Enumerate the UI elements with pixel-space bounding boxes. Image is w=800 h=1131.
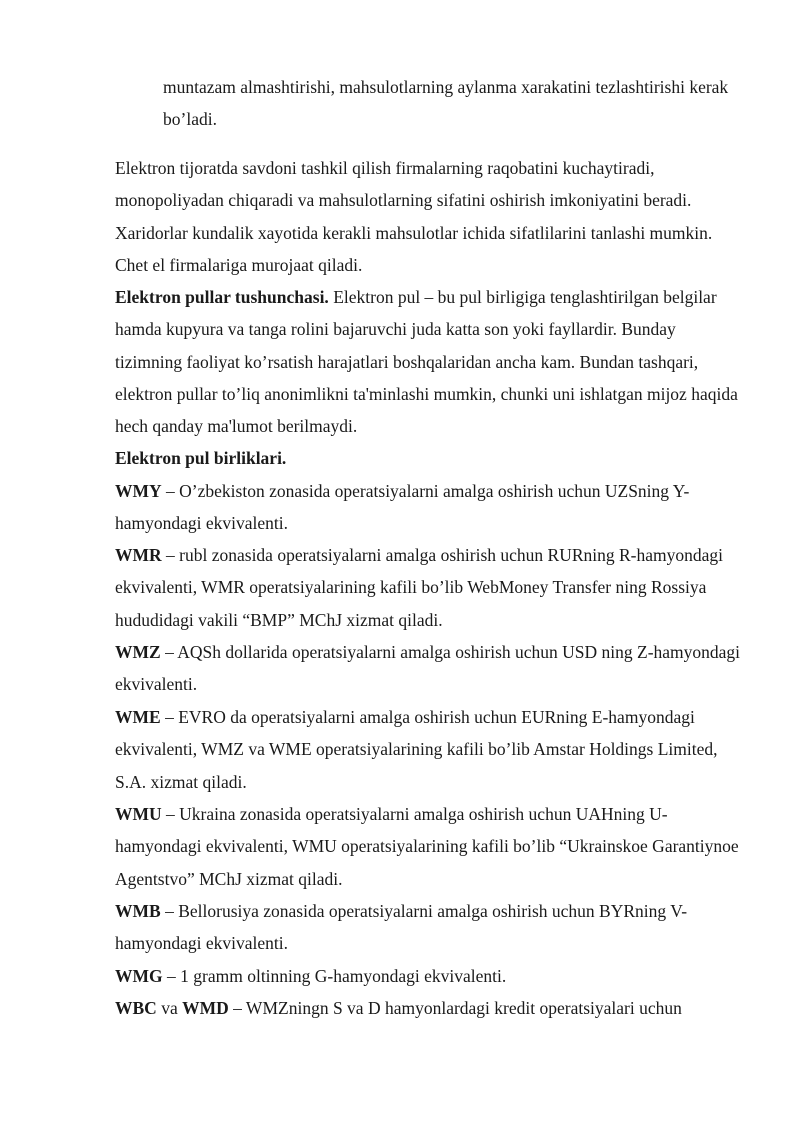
unit-code: WBC: [115, 998, 157, 1018]
unit-description: – EVRO da operatsiyalarni amalga oshirish uchun EURning E-hamyondagi ekvivalenti, WMZ va WME operatsiyalarining kafili bo’lib Amstar Holdings Limited, S.A. xizmat qiladi.: [115, 707, 718, 792]
unit-entry-wmb: [115, 895, 745, 960]
unit-code: WMU: [115, 804, 162, 824]
unit-description: – O’zbekiston zonasida operatsiyalarni amalga oshirish uchun UZSning Y-hamyondagi ekvivalenti.: [115, 481, 690, 534]
units-heading-text: Elektron pul birliklari.: [115, 448, 287, 468]
unit-code: WMZ: [115, 642, 161, 662]
unit-entry-wmz: [115, 636, 745, 701]
unit-code: WMB: [115, 901, 161, 921]
unit-code: WMR: [115, 545, 162, 565]
concept-heading: Elektron pullar tushunchasi.: [115, 287, 329, 307]
unit-code: WMD: [182, 998, 229, 1018]
unit-entry-wmu: [115, 798, 745, 895]
unit-description: – 1 gramm oltinning G-hamyondagi ekvivalenti.: [162, 966, 507, 986]
units-heading: [115, 442, 745, 474]
unit-description: – Bellorusiya zonasida operatsiyalarni amalga oshirish uchun BYRning V-hamyondagi ekvivalenti.: [115, 901, 688, 954]
unit-description: – WMZningn S va D hamyonlardagi kredit operatsiyalari uchun: [228, 998, 682, 1018]
concept-paragraph: [115, 281, 745, 442]
unit-entry-wbc-wmd: [115, 992, 745, 1024]
unit-entry-wmg: [115, 960, 745, 992]
unit-entry-wmr: [115, 539, 745, 636]
continuation-paragraph: muntazam almashtirishi, mahsulotlarning aylanma xarakatini tezlashtirishi kerak bo’ladi.: [163, 77, 729, 130]
concept-text: Elektron pul – bu pul birligiga tenglashtirilgan belgilar hamda kupyura va tanga rolini bajaruvchi juda katta son yoki fayllardir. Bunday tizimning faoliyat ko’rsatish harajatlari boshqalaridan ancha kam. Bundan tashqari, elektron pullar to’liq anonimlikni ta'minlashi mumkin, chunki uni ishlatgan mijoz haqida hech qanday ma'lumot berilmaydi.: [115, 287, 738, 437]
unit-description: – Ukraina zonasida operatsiyalarni amalga oshirish uchun UAHning U-hamyondagi ekvivalenti, WMU operatsiyalarining kafili bo’lib “Ukrainskoe Garantiynoe Agentstvo” MChJ xizmat qiladi.: [115, 804, 739, 889]
unit-code: WMG: [115, 966, 163, 986]
unit-code: WMY: [115, 481, 162, 501]
unit-description: – AQSh dollarida operatsiyalarni amalga oshirish uchun USD ning Z-hamyondagi ekvivalenti.: [115, 642, 741, 695]
tijorat-paragraph: Elektron tijoratda savdoni tashkil qilish firmalarning raqobatini kuchaytiradi, monopoliyadan chiqaradi va mahsulotlarning sifatini oshirish imkoniyatini beradi. Xaridorlar kundalik xayotida kerakli mahsulotlar ichida sifatlilarini tanlashi mumkin. Chet el firmalariga murojaat qiladi.: [115, 158, 713, 275]
unit-entry-wmy: [115, 475, 745, 540]
unit-description: – rubl zonasida operatsiyalarni amalga oshirish uchun RURning R-hamyondagi ekvivalenti, WMR operatsiyalarining kafili bo’lib WebMoney Transfer ning Rossiya hududidagi vakili “BMP” MChJ xizmat qiladi.: [115, 545, 723, 630]
unit-entry-wme: [115, 701, 745, 798]
unit-code: WME: [115, 707, 161, 727]
unit-joiner: va: [156, 998, 183, 1018]
